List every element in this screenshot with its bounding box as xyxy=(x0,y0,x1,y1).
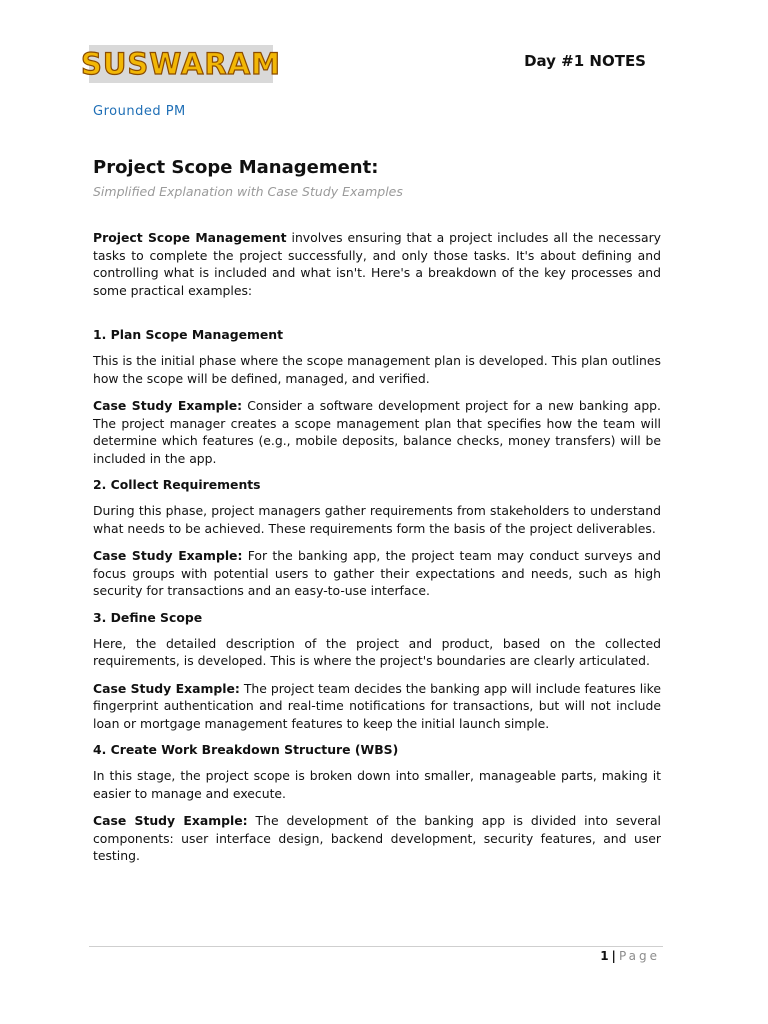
suswaram-logo xyxy=(80,45,282,83)
page-number-separator: | xyxy=(611,949,616,963)
case-study-1 xyxy=(93,397,661,467)
page-number xyxy=(600,949,660,963)
section-heading-1: 1. Plan Scope Management xyxy=(93,327,284,342)
section-body-2: During this phase, project managers gather requirements from stakeholders to understand what needs to be achieved. These requirements form the basis of the project deliverables. xyxy=(93,503,661,536)
intro-bold: Project Scope Management xyxy=(93,230,287,245)
document-body xyxy=(93,157,661,865)
footer-divider xyxy=(89,946,663,947)
case-label: Case Study Example: xyxy=(93,548,243,563)
case-text: The project team decides the banking app will include features like fingerprint authentication and real-time notifications for transactions, but will not include loan or mortgage management features to keep the initial launch simple. xyxy=(93,680,661,731)
case-label: Case Study Example: xyxy=(93,680,240,696)
case-study-3 xyxy=(93,680,661,733)
page-number-value: 1 xyxy=(600,949,609,963)
day-notes-label: Day #1 NOTES xyxy=(524,52,646,70)
case-study-4 xyxy=(93,812,661,865)
case-text: For the banking app, the project team may conduct surveys and focus groups with potential users to gather their expectations and needs, such as high security for transactions and an easy-to-use interface. xyxy=(93,548,661,598)
logo-text: SUSWARAM xyxy=(80,46,282,81)
intro-paragraph xyxy=(93,229,661,299)
section-heading-4: 4. Create Work Breakdown Structure (WBS) xyxy=(93,742,399,757)
case-study-2 xyxy=(93,547,661,600)
page-label: Page xyxy=(618,949,660,963)
section-body-3: Here, the detailed description of the project and product, based on the collected requirements, is developed. This is where the project's boundaries are clearly articulated. xyxy=(93,635,661,668)
section-body-4: In this stage, the project scope is broken down into smaller, manageable parts, making it easier to manage and execute. xyxy=(93,768,661,801)
intro-text: involves ensuring that a project includes all the necessary tasks to complete the project successfully, and only those tasks. It's about defining and controlling what is included and what isn't. Here's a breakdown of the key processes and some practical examples: xyxy=(93,230,661,298)
case-text: Consider a software development project for a new banking app. The project manager creates a scope management plan that specifies how the team will determine which features (e.g., mobile deposits, balance checks, money transfers) will be included in the app. xyxy=(93,398,661,466)
section-heading-3: 3. Define Scope xyxy=(93,609,203,625)
section-body-1: This is the initial phase where the scope management plan is developed. This plan outlines how the scope will be defined, managed, and verified. xyxy=(93,353,661,386)
section-heading-2: 2. Collect Requirements xyxy=(93,477,261,492)
page-subtitle: Simplified Explanation with Case Study Examples xyxy=(93,184,403,199)
brand-subtitle: Grounded PM xyxy=(93,104,186,119)
page-title: Project Scope Management: xyxy=(93,157,379,178)
case-text: The development of the banking app is divided into several components: user interface design, backend development, security features, and user testing. xyxy=(93,813,661,863)
case-label: Case Study Example: xyxy=(93,813,248,828)
case-label: Case Study Example: xyxy=(93,398,243,413)
